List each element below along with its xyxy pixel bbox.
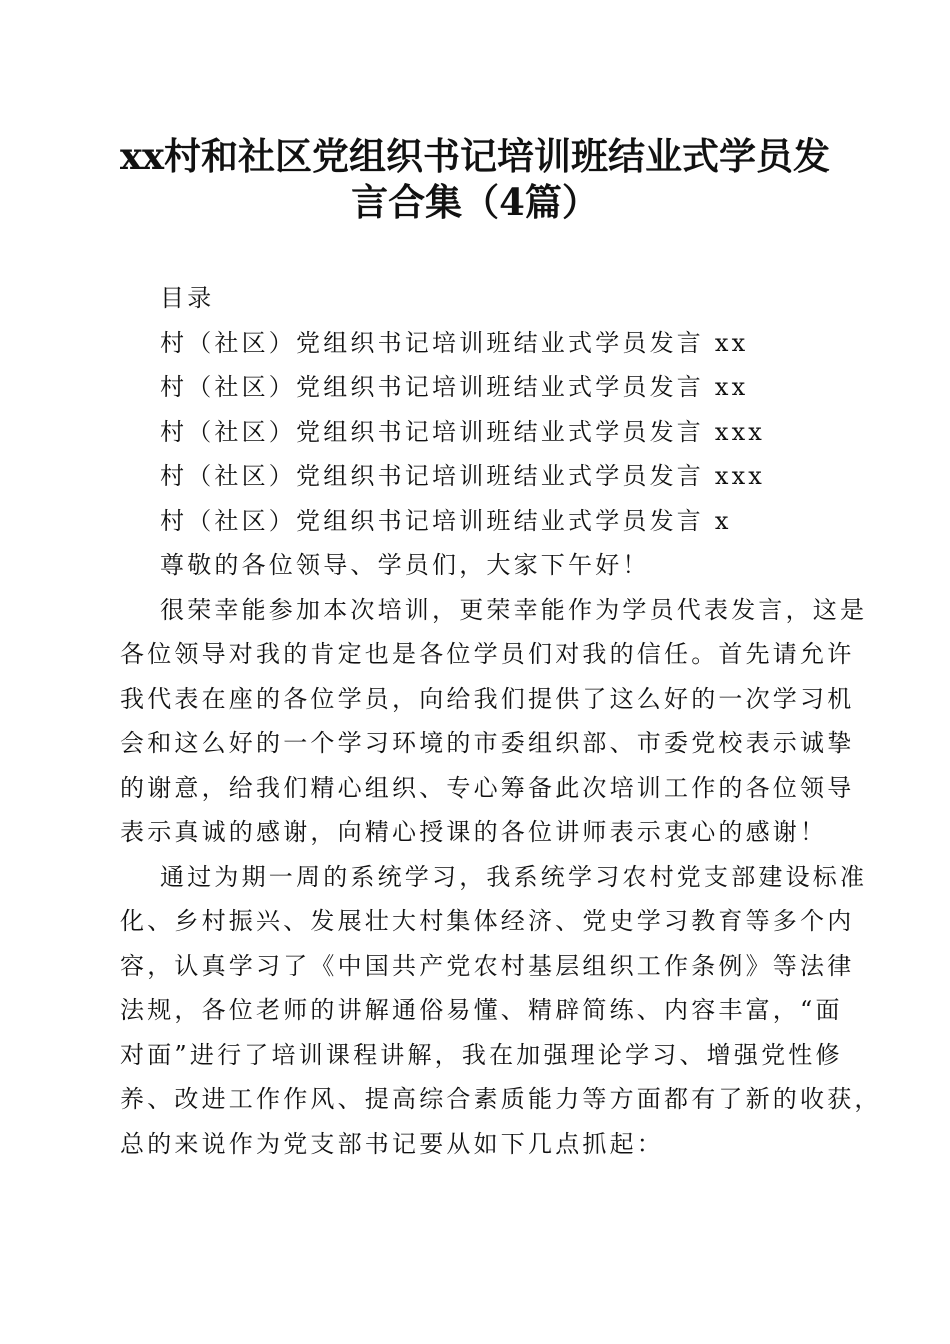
- paragraph-line: 法规，各位老师的讲解通俗易懂、精辟简练、内容丰富，“面: [120, 996, 843, 1024]
- toc-item: 村（社区）党组织书记培训班结业式学员发言 xxx: [160, 417, 766, 446]
- paragraph-line: 总的来说作为党支部书记要从如下几点抓起：: [120, 1129, 664, 1158]
- document-body: [120, 276, 882, 1166]
- paragraph-line: 对面”进行了培训课程讲解，我在加强理论学习、增强党性修: [120, 1040, 843, 1069]
- paragraph-line: 通过为期一周的系统学习，我系统学习农村党支部建设标准: [160, 862, 868, 891]
- title-line-1: xx村和社区党组织书记培训班结业式学员发: [119, 134, 831, 178]
- toc-item: 村（社区）党组织书记培训班结业式学员发言 xx: [160, 328, 749, 357]
- toc-heading: 目录: [160, 284, 215, 312]
- document-title: [100, 133, 850, 225]
- paragraph-line: 很荣幸能参加本次培训，更荣幸能作为学员代表发言，这是: [160, 595, 868, 624]
- paragraph-line: 容，认真学习了《中国共产党农村基层组织工作条例》等法律: [120, 951, 855, 980]
- paragraph-line: 表示真诚的感谢，向精心授课的各位讲师表示衷心的感谢！: [120, 818, 828, 846]
- paragraph-1: [120, 588, 868, 855]
- paragraph-line: 我代表在座的各位学员，向给我们提供了这么好的一次学习机: [120, 684, 855, 713]
- paragraph-line: 会和这么好的一个学习环境的市委组织部、市委党校表示诚挚: [120, 729, 855, 757]
- paragraph-line: 的谢意，给我们精心组织、专心筹备此次培训工作的各位领导: [120, 773, 855, 802]
- title-line-2: 言合集（4篇）: [351, 180, 599, 224]
- toc-item: 村（社区）党组织书记培训班结业式学员发言 x: [160, 506, 732, 535]
- toc-item: 村（社区）党组织书记培训班结业式学员发言 xx: [160, 373, 749, 401]
- paragraph-2: [120, 855, 882, 1167]
- paragraph-line: 养、改进工作作风、提高综合素质能力等方面都有了新的收获，: [120, 1085, 882, 1113]
- paragraph-line: 各位领导对我的肯定也是各位学员们对我的信任。首先请允许: [120, 640, 855, 668]
- table-of-contents: [120, 321, 832, 544]
- toc-item: 村（社区）党组织书记培训班结业式学员发言 xxx: [160, 462, 766, 490]
- paragraph-line: 化、乡村振兴、发展壮大村集体经济、党史学习教育等多个内: [120, 907, 855, 935]
- greeting: 尊敬的各位领导、学员们，大家下午好！: [160, 551, 650, 579]
